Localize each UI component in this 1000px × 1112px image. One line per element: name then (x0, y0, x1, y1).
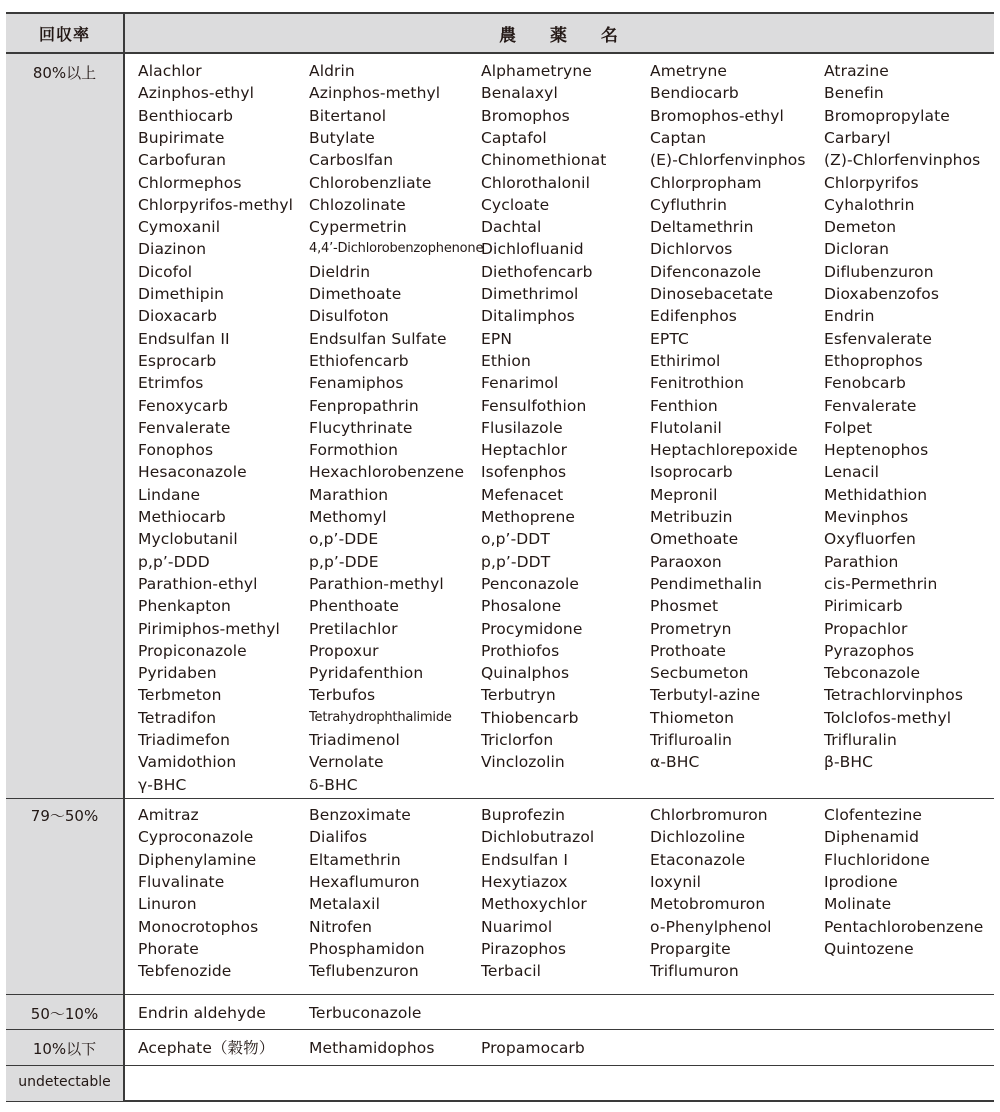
pesticide-name: Phosphamidon (309, 939, 425, 958)
pesticide-name: Aldrin (309, 62, 355, 80)
pesticide-name: Tetrahydrophthalimide (309, 709, 452, 725)
pesticide-name: Pyrazophos (824, 641, 915, 660)
pesticide-name: Fensulfothion (481, 396, 587, 415)
recovery-rate-label: undetectable (6, 1066, 123, 1101)
pesticide-name: Marathion (309, 485, 389, 504)
pesticide-name: Dicloran (824, 240, 890, 259)
section-1 (6, 54, 994, 799)
pesticide-name: Fenarimol (481, 374, 559, 393)
pesticide-name: Carbofuran (138, 151, 226, 170)
pesticide-name: Azinphos-methyl (309, 84, 441, 103)
section-2 (6, 799, 994, 995)
pesticide-name: Bromophos (481, 106, 570, 125)
pesticide-name: Flusilazole (481, 418, 563, 437)
pesticide-name: Fenoxycarb (138, 396, 229, 415)
pesticide-name: Cyproconazole (138, 828, 254, 847)
pesticide-name: cis-Permethrin (824, 574, 938, 593)
pesticide-name: Butylate (309, 128, 375, 147)
pesticide-name: Endsulfan Sulfate (309, 329, 447, 348)
pesticide-name: Parathion (824, 552, 899, 571)
pesticide-name: Isofenphos (481, 463, 567, 482)
pesticide-name: Monocrotophos (138, 917, 259, 936)
pesticide-name: Bromophos-ethyl (650, 106, 784, 125)
pesticide-name: Iprodione (824, 872, 898, 891)
pesticide-name: Lindane (138, 485, 201, 504)
pesticide-name: γ-BHC (138, 775, 187, 794)
pesticide-name: Fenobcarb (824, 374, 906, 393)
pesticide-name: Chlorobenzliate (309, 173, 432, 192)
pesticide-name: Fenitrothion (650, 374, 745, 393)
pesticide-name: Trifluroalin (650, 731, 733, 749)
pesticide-name: Phosalone (481, 597, 562, 616)
pesticide-name: Cyhalothrin (824, 195, 915, 214)
pesticide-name: Deltamethrin (650, 218, 754, 237)
pesticide-name: Dachtal (481, 218, 542, 237)
pesticide-name: Metobromuron (650, 895, 766, 914)
pesticide-name: Terbufos (309, 686, 376, 705)
pesticide-name: Chlozolinate (309, 195, 406, 214)
pesticide-name: Phorate (138, 939, 199, 958)
pesticide-name: Dichlorvos (650, 240, 733, 259)
pesticide-name: Triadimefon (138, 731, 231, 749)
pesticide-name: Oxyfluorfen (824, 530, 916, 549)
pesticide-name: Endsulfan I (481, 850, 569, 869)
pesticide-name: Fluvalinate (138, 872, 225, 891)
pesticide-name: δ-BHC (309, 775, 358, 794)
header-recovery-rate: 回収率 (38, 24, 90, 44)
pesticide-name: Formothion (309, 441, 399, 460)
pesticide-name: Chlorpyrifos-methyl (138, 195, 294, 214)
pesticide-name: Fenpropathrin (309, 396, 419, 415)
pesticide-name: o,p’-DDT (481, 530, 550, 549)
pesticide-name: Terbutyl-azine (650, 686, 761, 705)
pesticide-name: EPTC (650, 329, 689, 348)
pesticide-name: o,p’-DDE (309, 530, 379, 549)
pesticide-name: Pendimethalin (650, 574, 763, 593)
pesticide-name: Benzoximate (309, 806, 411, 824)
pesticide-name: Methoprene (481, 508, 576, 526)
section-3 (6, 995, 994, 1030)
pesticide-name: Folpet (824, 418, 873, 437)
pesticide-name: Propiconazole (138, 641, 247, 660)
pesticide-name: Hexachlorobenzene (309, 463, 465, 482)
pesticide-name: Parathion-ethyl (138, 574, 258, 593)
pesticide-name: Captafol (481, 128, 547, 147)
pesticide-name: Chlorpyrifos (824, 173, 919, 192)
pesticide-name: Heptenophos (824, 441, 929, 460)
pesticide-name: Cyfluthrin (650, 195, 727, 214)
pesticide-name: Diazinon (138, 240, 207, 259)
pesticide-name: Prometryn (650, 619, 732, 638)
pesticide-name: Fenvalerate (824, 396, 917, 415)
pesticide-name: Triflumuron (650, 962, 739, 981)
pesticide-name: Molinate (824, 895, 892, 914)
pesticide-name: Teflubenzuron (309, 962, 419, 981)
pesticide-name: Terbmeton (138, 686, 222, 705)
pesticide-name: Triadimenol (309, 731, 400, 749)
pesticide-name: Diethofencarb (481, 262, 593, 281)
pesticide-name: Bupirimate (138, 128, 225, 147)
pesticide-recovery-table (6, 12, 994, 1102)
pesticide-name: Esprocarb (138, 351, 217, 370)
pesticide-name: Azinphos-ethyl (138, 84, 254, 103)
pesticide-name: Chlormephos (138, 173, 242, 192)
pesticide-name: Dioxabenzofos (824, 285, 940, 303)
recovery-rate-label: 50～10% (6, 995, 123, 1029)
pesticide-name: (E)-Chlorfenvinphos (650, 151, 806, 170)
pesticide-name: p,p’-DDT (481, 552, 551, 571)
pesticide-name: Difenconazole (650, 262, 762, 281)
pesticide-name: Pirazophos (481, 939, 567, 958)
pesticide-name: Cycloate (481, 195, 550, 214)
pesticide-name: Thiobencarb (481, 708, 579, 727)
recovery-rate-label: 79～50% (6, 799, 123, 994)
pesticide-name: Heptachlor (481, 441, 568, 460)
pesticide-name: Vernolate (309, 753, 384, 772)
recovery-rate-label: 10%以下 (6, 1030, 123, 1065)
pesticide-name: Terbuconazole (309, 1004, 422, 1022)
pesticide-name: Prothiofos (481, 641, 560, 660)
pesticide-name: Tebfenozide (138, 962, 232, 981)
pesticide-name: Ioxynil (650, 872, 702, 891)
pesticide-name: Pyridafenthion (309, 664, 424, 683)
pesticide-name: Benalaxyl (481, 84, 558, 103)
pesticide-name: Quintozene (824, 939, 914, 958)
pesticide-name: Linuron (138, 895, 197, 914)
pesticide-name: Benefin (824, 84, 884, 103)
pesticide-name: Disulfoton (309, 307, 389, 326)
pesticide-name: Endrin (824, 307, 875, 326)
pesticide-name: Ethoprophos (824, 351, 923, 370)
pesticide-name: Vinclozolin (481, 753, 565, 772)
pesticide-name: α-BHC (650, 753, 700, 772)
pesticide-name: Dichlobutrazol (481, 828, 595, 847)
section-5 (6, 1066, 994, 1102)
pesticide-name: Paraoxon (650, 552, 722, 571)
pesticide-name: Clofentezine (824, 806, 923, 824)
pesticide-name: Flutolanil (650, 418, 722, 437)
pesticide-name: Nitrofen (309, 917, 373, 936)
pesticide-name: Phenthoate (309, 597, 400, 616)
pesticide-name: Ethirimol (650, 351, 721, 370)
pesticide-name: Ditalimphos (481, 307, 575, 326)
pesticide-name: Penconazole (481, 574, 580, 593)
pesticide-name: p,p’-DDD (138, 552, 210, 571)
pesticide-name: Carboslfan (309, 151, 394, 170)
pesticide-name: Endrin aldehyde (138, 1004, 266, 1022)
pesticide-name: Lenacil (824, 463, 880, 482)
pesticide-name: Benthiocarb (138, 106, 234, 125)
pesticide-name: Metribuzin (650, 508, 733, 526)
pesticide-name: Triclorfon (481, 731, 554, 749)
pesticide-name: Vamidothion (138, 753, 237, 772)
column-divider (123, 14, 125, 1102)
pesticide-name: Trifluralin (824, 731, 897, 749)
pesticide-name: Tebconazole (824, 664, 921, 683)
pesticide-name: β-BHC (824, 753, 874, 772)
pesticide-name: Fenthion (650, 396, 718, 415)
pesticide-name: Methidathion (824, 485, 928, 504)
pesticide-name: Tolclofos-methyl (824, 708, 952, 727)
pesticide-name: Dieldrin (309, 262, 371, 281)
pesticide-name: Alachlor (138, 62, 202, 80)
pesticide-name: Cypermetrin (309, 218, 407, 237)
pesticide-name: Fluchloridone (824, 850, 930, 869)
pesticide-name: Diphenamid (824, 828, 920, 847)
pesticide-name: Methamidophos (309, 1039, 435, 1057)
pesticide-name: Heptachlorepoxide (650, 441, 798, 460)
pesticide-name: Bromopropylate (824, 106, 950, 125)
pesticide-name: Mevinphos (824, 508, 909, 526)
pesticide-name: Buprofezin (481, 806, 566, 824)
pesticide-name: Propamocarb (481, 1039, 585, 1057)
pesticide-name: p,p’-DDE (309, 552, 379, 571)
pesticide-name: Pirimicarb (824, 597, 903, 616)
pesticide-name: (Z)-Chlorfenvinphos (824, 151, 981, 170)
pesticide-name: Secbumeton (650, 664, 749, 683)
pesticide-name: Phenkapton (138, 597, 231, 616)
pesticide-name: Phosmet (650, 597, 719, 616)
pesticide-name: Esfenvalerate (824, 329, 932, 348)
pesticide-name: Diphenylamine (138, 850, 257, 869)
pesticide-name: Nuarimol (481, 917, 553, 936)
pesticide-name: Alphametryne (481, 62, 592, 80)
pesticide-name: Omethoate (650, 530, 739, 549)
pesticide-name: Etrimfos (138, 374, 204, 393)
pesticide-name: Chinomethionat (481, 151, 607, 170)
pesticide-name: Diflubenzuron (824, 262, 934, 281)
table-header (6, 14, 994, 54)
pesticide-name: Bitertanol (309, 106, 387, 125)
pesticide-name: Acephate（穀物） (138, 1039, 275, 1057)
pesticide-name: Tetrachlorvinphos (824, 686, 964, 705)
pesticide-name: Chlorothalonil (481, 173, 590, 192)
pesticide-name: Dimethipin (138, 285, 225, 303)
pesticide-name: Methoxychlor (481, 895, 587, 914)
pesticide-name: Chlorpropham (650, 173, 762, 192)
pesticide-name: Pirimiphos-methyl (138, 619, 280, 638)
pesticide-name: Metalaxil (309, 895, 380, 914)
pesticide-name: Thiometon (650, 708, 735, 727)
pesticide-name: Dichlofluanid (481, 240, 584, 259)
pesticide-name: Pyridaben (138, 664, 217, 683)
pesticide-name: Captan (650, 128, 707, 147)
pesticide-name: Ethion (481, 351, 531, 370)
pesticide-name: Dialifos (309, 828, 368, 847)
pesticide-name: Prothoate (650, 641, 726, 660)
pesticide-name: Ethiofencarb (309, 351, 409, 370)
pesticide-name: Etaconazole (650, 850, 746, 869)
pesticide-name: Endsulfan II (138, 329, 230, 348)
pesticide-name: Propargite (650, 939, 731, 958)
section-4 (6, 1030, 994, 1066)
pesticide-name: 4,4’-Dichlorobenzophenone (309, 241, 484, 257)
pesticide-name: Carbaryl (824, 128, 891, 147)
pesticide-name: Methiocarb (138, 508, 226, 526)
pesticide-name: Pentachlorobenzene (824, 917, 984, 936)
pesticide-name: Bendiocarb (650, 84, 739, 103)
pesticide-name: Dimethoate (309, 285, 402, 303)
pesticide-name: Propoxur (309, 641, 379, 660)
pesticide-name: Dimethrimol (481, 285, 579, 303)
pesticide-name: Myclobutanil (138, 530, 238, 549)
pesticide-name: Fenamiphos (309, 374, 404, 393)
pesticide-name: Demeton (824, 218, 897, 237)
pesticide-name: Terbacil (481, 962, 542, 981)
pesticide-name: Pretilachlor (309, 619, 398, 638)
pesticide-name: Isoprocarb (650, 463, 733, 482)
pesticide-name: Mefenacet (481, 485, 564, 504)
pesticide-name: Hexytiazox (481, 872, 568, 891)
pesticide-name: Dicofol (138, 262, 193, 281)
pesticide-name: Dichlozoline (650, 828, 746, 847)
pesticide-name: Methomyl (309, 508, 387, 526)
pesticide-name: Hexaflumuron (309, 872, 420, 891)
pesticide-name: Eltamethrin (309, 850, 401, 869)
pesticide-name: Quinalphos (481, 664, 570, 683)
pesticide-name: Fonophos (138, 441, 214, 460)
pesticide-name: Parathion-methyl (309, 574, 444, 593)
pesticide-name: Mepronil (650, 485, 718, 504)
pesticide-name: Amitraz (138, 806, 199, 824)
pesticide-name: Edifenphos (650, 307, 737, 326)
pesticide-name: EPN (481, 329, 513, 348)
pesticide-name: Hesaconazole (138, 463, 247, 482)
pesticide-name: Tetradifon (138, 708, 217, 727)
pesticide-name: Terbutryn (481, 686, 556, 705)
pesticide-name: Propachlor (824, 619, 908, 638)
pesticide-name: Fenvalerate (138, 418, 231, 437)
pesticide-name: Flucythrinate (309, 418, 413, 437)
pesticide-name: Procymidone (481, 619, 583, 638)
recovery-rate-label: 80%以上 (6, 54, 123, 798)
pesticide-name: Atrazine (824, 62, 889, 80)
header-pesticide-name: 農 薬 名 (499, 25, 632, 46)
pesticide-name: Dinosebacetate (650, 285, 774, 303)
pesticide-name: Dioxacarb (138, 307, 218, 326)
pesticide-name: o-Phenylphenol (650, 917, 772, 936)
pesticide-name: Chlorbromuron (650, 806, 768, 824)
pesticide-name: Cymoxanil (138, 218, 221, 237)
pesticide-name: Ametryne (650, 62, 728, 80)
